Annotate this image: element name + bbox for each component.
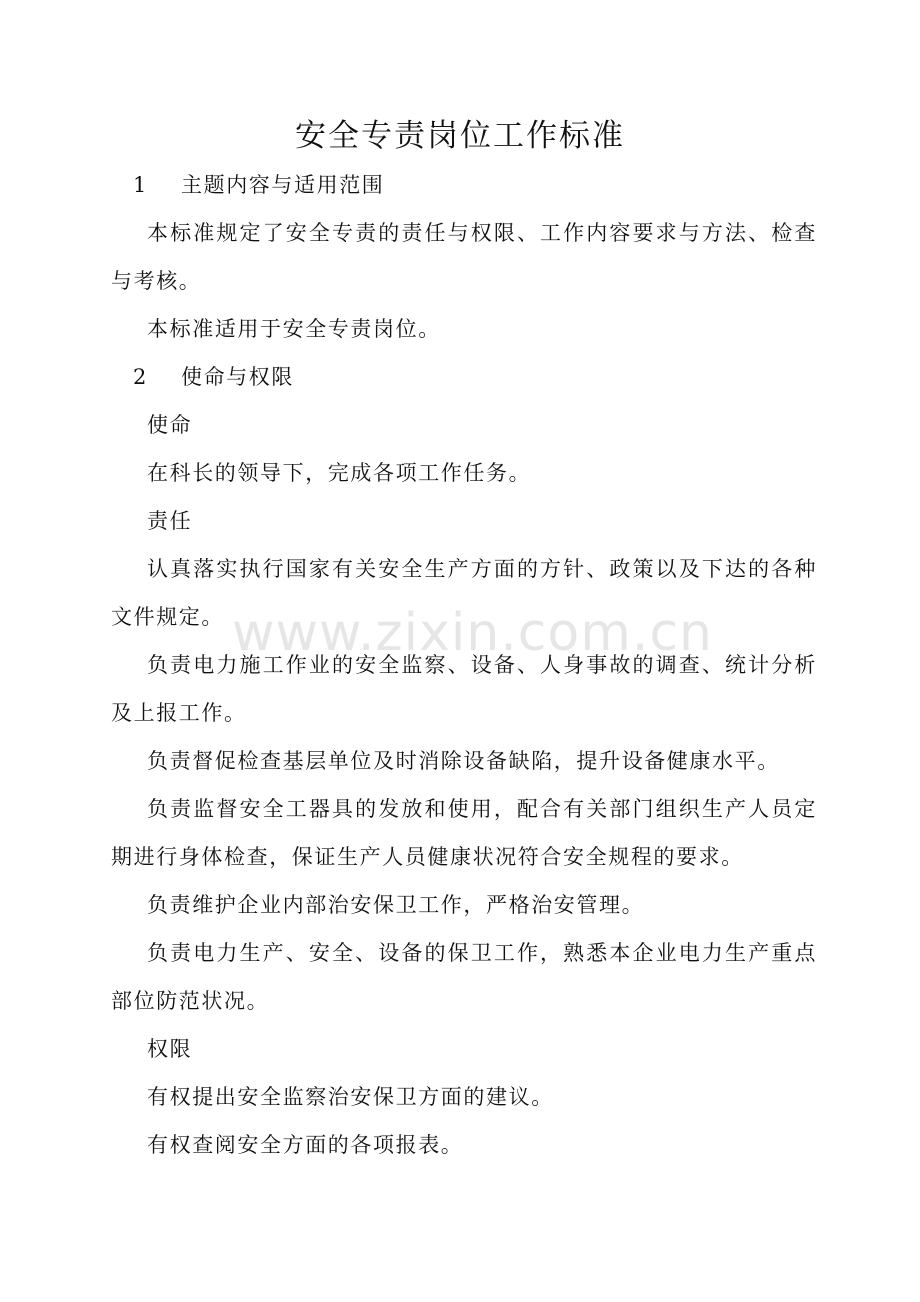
section-heading-1 [111, 161, 817, 209]
subheading-responsibility: 责任 [147, 509, 193, 533]
subheading-mission: 使命 [147, 413, 193, 437]
paragraph: 有权查阅安全方面的各项报表。 [147, 1133, 464, 1157]
document-title: 安全专责岗位工作标准 [295, 118, 625, 154]
paragraph: 本标准规定了安全专责的责任与权限、工作内容要求与方法、检查与考核。 [111, 221, 817, 293]
paragraph: 负责监督安全工器具的发放和使用，配合有关部门组织生产人员定期进行身体检查，保证生产人员健康状况符合安全规程的要求。 [111, 797, 817, 869]
section-heading-2 [111, 353, 817, 401]
watermark: www.zixin.com.cn [232, 603, 713, 663]
paragraph: 负责电力生产、安全、设备的保卫工作，熟悉本企业电力生产重点部位防范状况。 [111, 941, 817, 1013]
paragraph: 有权提出安全监察治安保卫方面的建议。 [147, 1085, 554, 1109]
paragraph: 负责督促检查基层单位及时消除设备缺陷，提升设备健康水平。 [147, 749, 780, 773]
section-title: 主题内容与适用范围 [181, 173, 385, 197]
subheading-authority: 权限 [147, 1037, 193, 1061]
paragraph: 在科长的领导下，完成各项工作任务。 [147, 461, 532, 485]
paragraph: 负责维护企业内部治安保卫工作，严格治安管理。 [147, 893, 645, 917]
section-title: 使命与权限 [181, 365, 294, 389]
paragraph: 认真落实执行国家有关安全生产方面的方针、政策以及下达的各种文件规定。 [111, 557, 817, 629]
paragraph: 负责电力施工作业的安全监察、设备、人身事故的调查、统计分析及上报工作。 [111, 653, 817, 725]
paragraph: 本标准适用于安全专责岗位。 [147, 317, 441, 341]
section-number: 2 [133, 365, 148, 389]
section-number: 1 [133, 173, 148, 197]
document-body [111, 161, 817, 1169]
